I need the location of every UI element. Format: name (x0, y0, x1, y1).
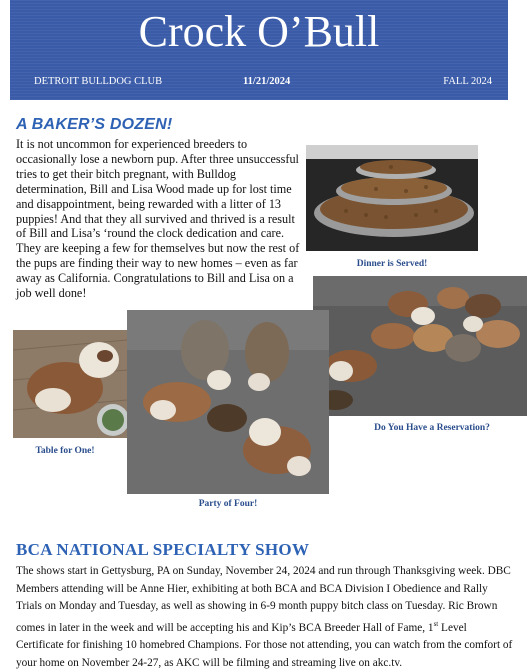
photo-pups-reservation (313, 276, 527, 416)
article-heading-bca-show: BCA NATIONAL SPECIALTY SHOW (16, 540, 310, 559)
caption-reservation: Do You Have a Reservation? (374, 423, 490, 433)
newsletter-title: Crock O’Bull (138, 7, 380, 56)
caption-party: Party of Four! (198, 499, 258, 509)
masthead-banner (10, 0, 508, 100)
photo-pups-party (127, 310, 329, 494)
club-name: DETROIT BULLDOG CLUB (34, 76, 163, 87)
issue-date: 11/21/2024 (243, 76, 291, 87)
photo-pup-table (13, 330, 127, 438)
body-text-part2: Level Certificate for finishing 10 homebred Champions. For those not attending, you can watch from the comfort of your home on November 24-27, as AKC will be filming and streaming live on akc.tv. (16, 621, 513, 669)
caption-dinner: Dinner is Served! (356, 259, 428, 269)
article-body-bca-show (16, 563, 516, 672)
caption-table: Table for One! (35, 446, 95, 456)
issue-season: FALL 2024 (443, 76, 492, 87)
body-text-part1: The shows start in Gettysburg, PA on Sunday, November 24, 2024 and run through Thanksgiving week. DBC Members attending will be Anne Hier, exhibiting at both BCA and BCA Division I Obedience and Rally Trials on Monday and Tuesday, as well as showing in 6-9 month puppy bitch class on Tuesday. Ric Brown comes in later in the week and will be accepting his and Kip’s BCA Breeder Hall of Fame, 1 (16, 565, 511, 634)
article-heading-bakers-dozen: A BAKER’S DOZEN! (16, 116, 173, 133)
article-body-bakers-dozen: It is not uncommon for experienced breeders to occasionally lose a newborn pup. After three unsuccessful tries to get their bitch pregnant, with Bulldog determination, Bill and Lisa Wood made up for lost time and disappointment, being rewarded with a litter of 13 puppies! And that they all survived and thrived is a result of Bill and Lisa’s ‘round the clock dedication and care. They are keeping a few for themselves but now the rest of the pups are finding their way to new homes – even as far away as California. Congratulations to Bill and Lisa on a job well done! (16, 137, 300, 301)
photo-food-bowls (306, 145, 478, 251)
ordinal-suffix: st (433, 619, 439, 628)
